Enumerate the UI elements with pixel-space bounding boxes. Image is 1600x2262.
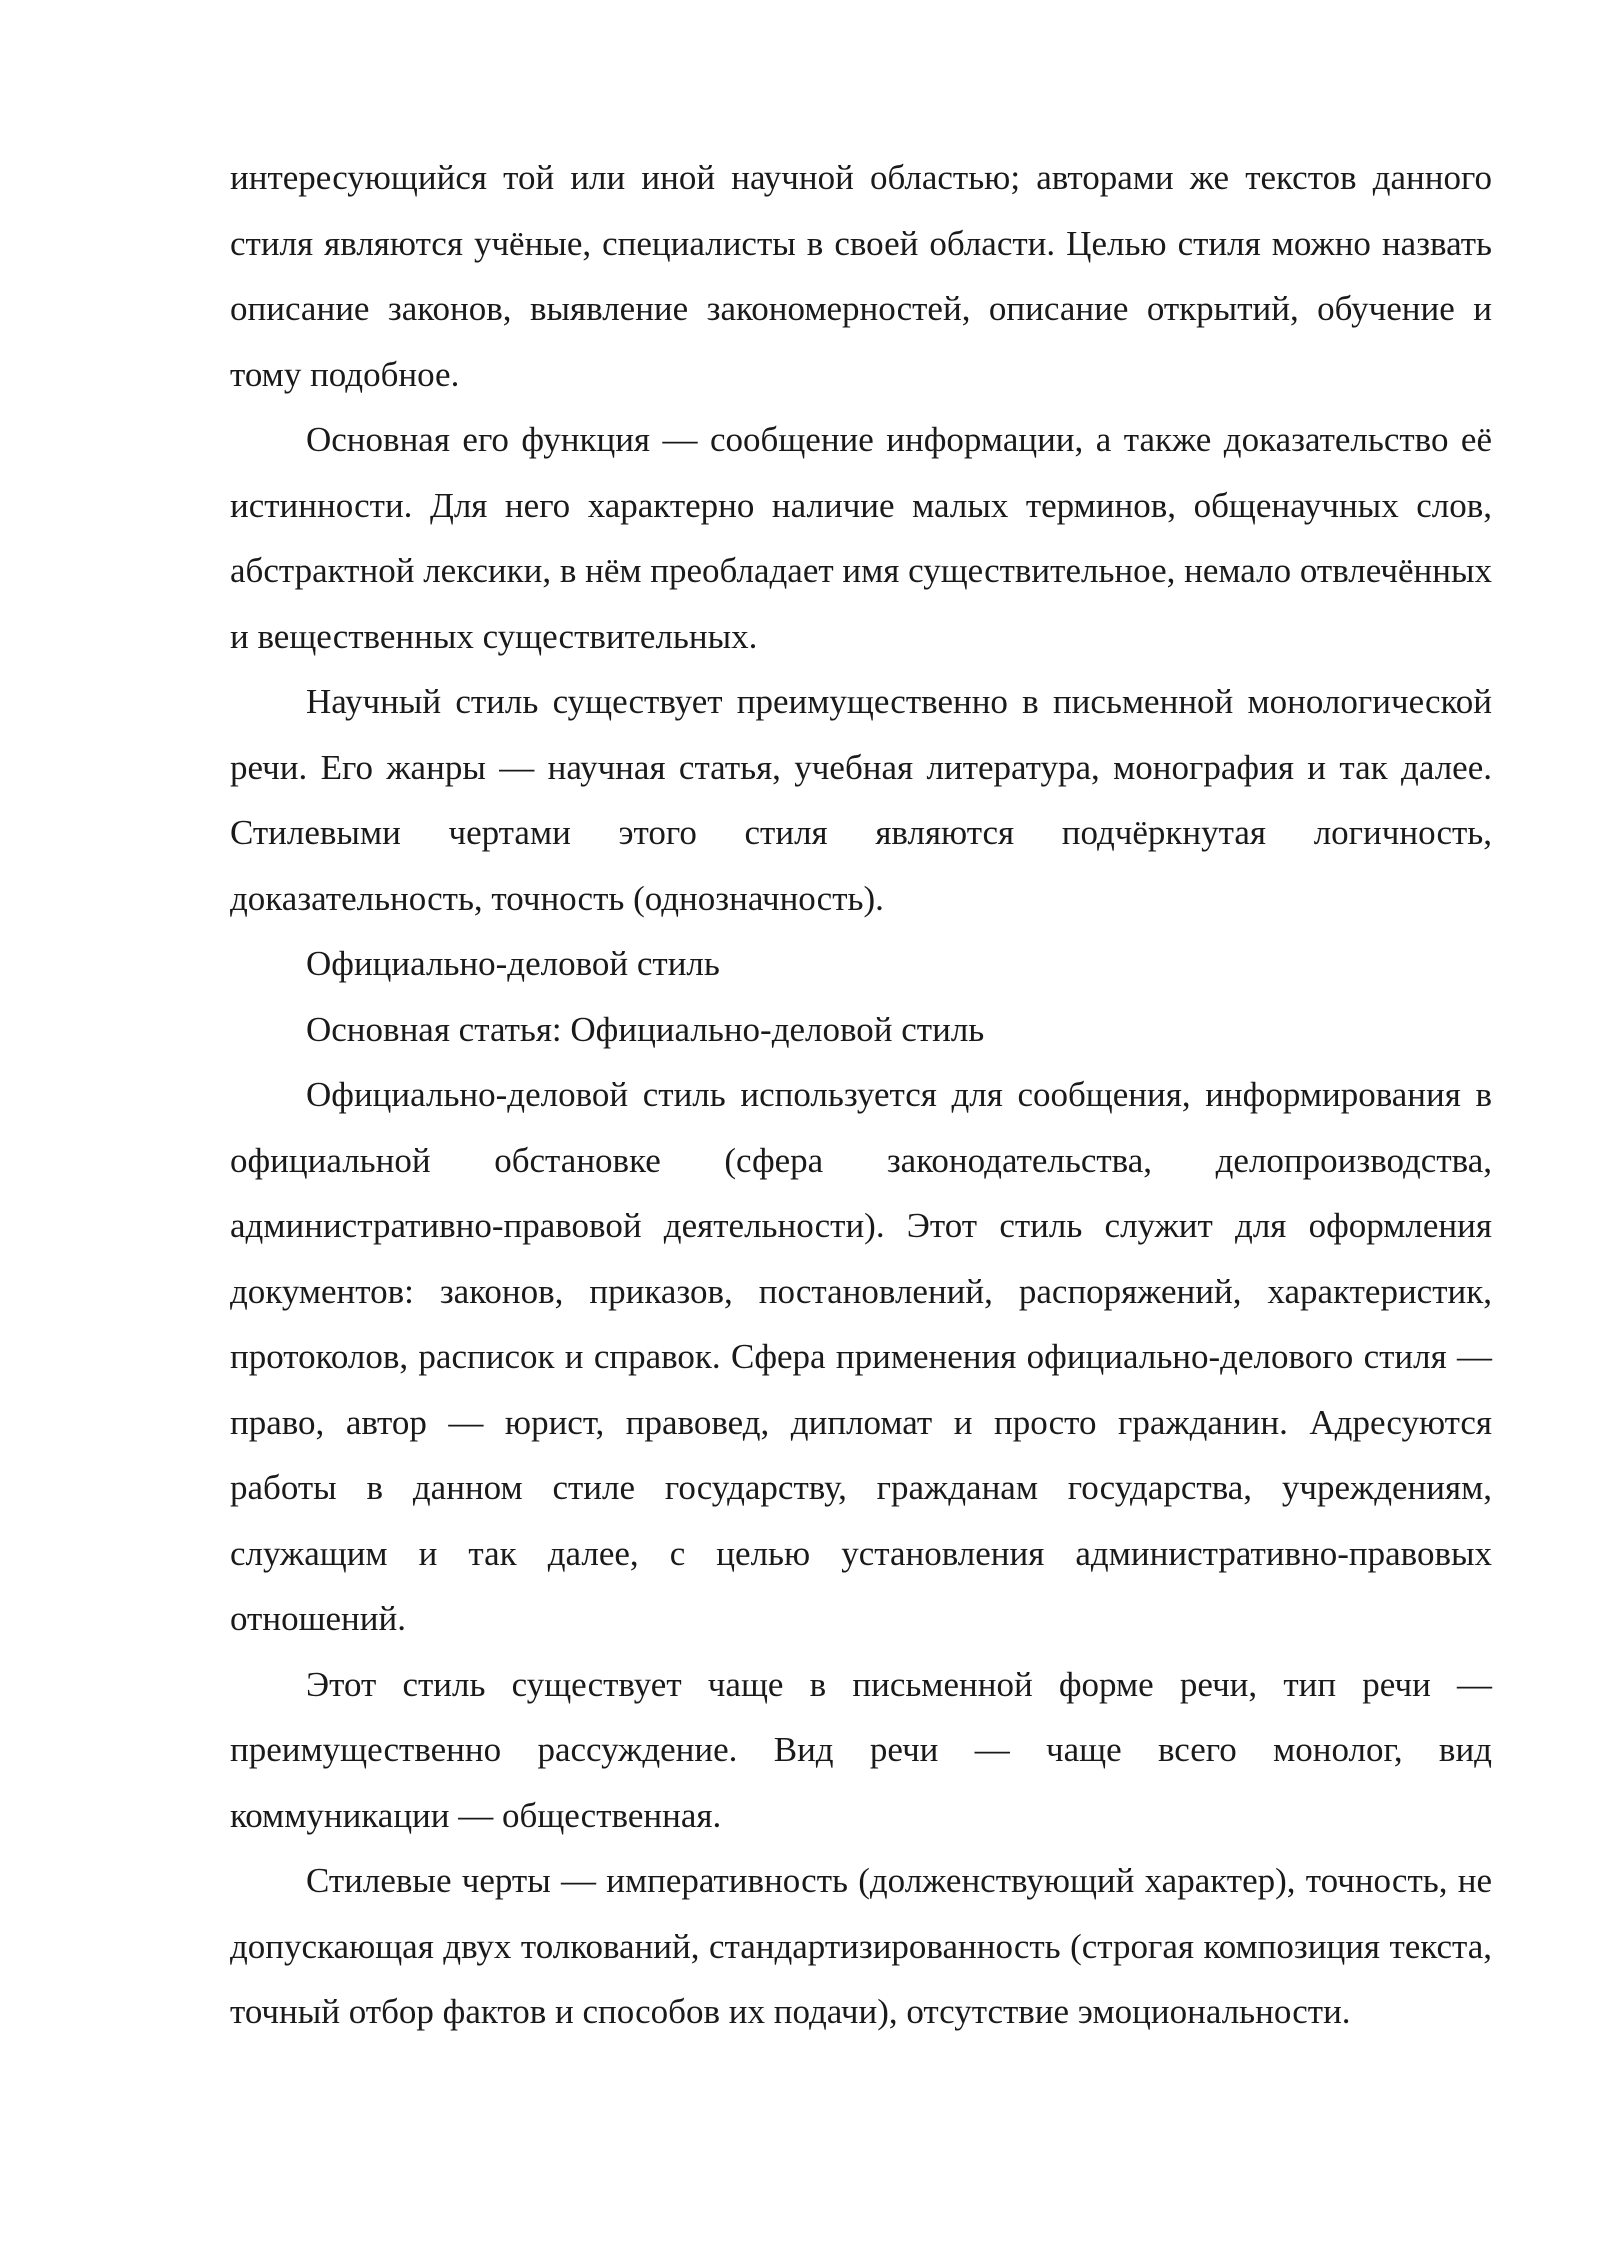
paragraph-scientific-style: Научный стиль существует преимущественно в письменной монологической речи. Его жанры — научная статья, учебная литература, монография и так далее. Стилевыми чертами этого стиля являются подчёркнутая логичность, доказательность, точность (однозначность). (230, 682, 1492, 918)
main-article-reference: Основная статья: Официально-деловой стиль (306, 1009, 985, 1049)
paragraph-official-style: Официально-деловой стиль используется для сообщения, информирования в официальной обстановке (сфера законодательства, делопроизводства, административно-правовой деятельности). Этот стиль служит для оформления документов: законов, приказов, постановлений, распоряжений, характеристик, протоколов, расписок и справок. Сфера применения официально-делового стиля — право, автор — юрист, правовед, дипломат и просто гражданин. Адресуются работы в данном стиле государству, гражданам государства, учреждениям, служащим и так далее, с целью установления административно-правовых отношений. (230, 1075, 1492, 1638)
paragraph-style-features: Стилевые черты — императивность (долженствующий характер), точность, не допускающая двух толкований, стандартизированность (строгая композиция текста, точный отбор фактов и способов их подачи), отсутствие эмоциональности. (230, 1861, 1492, 2031)
paragraph-main-function: Основная его функция — сообщение информации, а также доказательство её истинности. Для него характерно наличие малых терминов, общенаучных слов, абстрактной лексики, в нём преобладает имя существительное, немало отвлечённых и вещественных существительных. (230, 420, 1492, 656)
paragraph-continuation: интересующийся той или иной научной областью; авторами же текстов данного стиля являются учёные, специалисты в своей области. Целью стиля можно назвать описание законов, выявление закономерностей, описание открытий, обучение и тому подобное. (230, 158, 1492, 394)
document-page (230, 145, 1492, 2045)
paragraph-speech-form: Этот стиль существует чаще в письменной форме речи, тип речи — преимущественно рассуждение. Вид речи — чаще всего монолог, вид коммуникации — общественная. (230, 1664, 1492, 1835)
section-heading: Официально-деловой стиль (306, 944, 720, 983)
